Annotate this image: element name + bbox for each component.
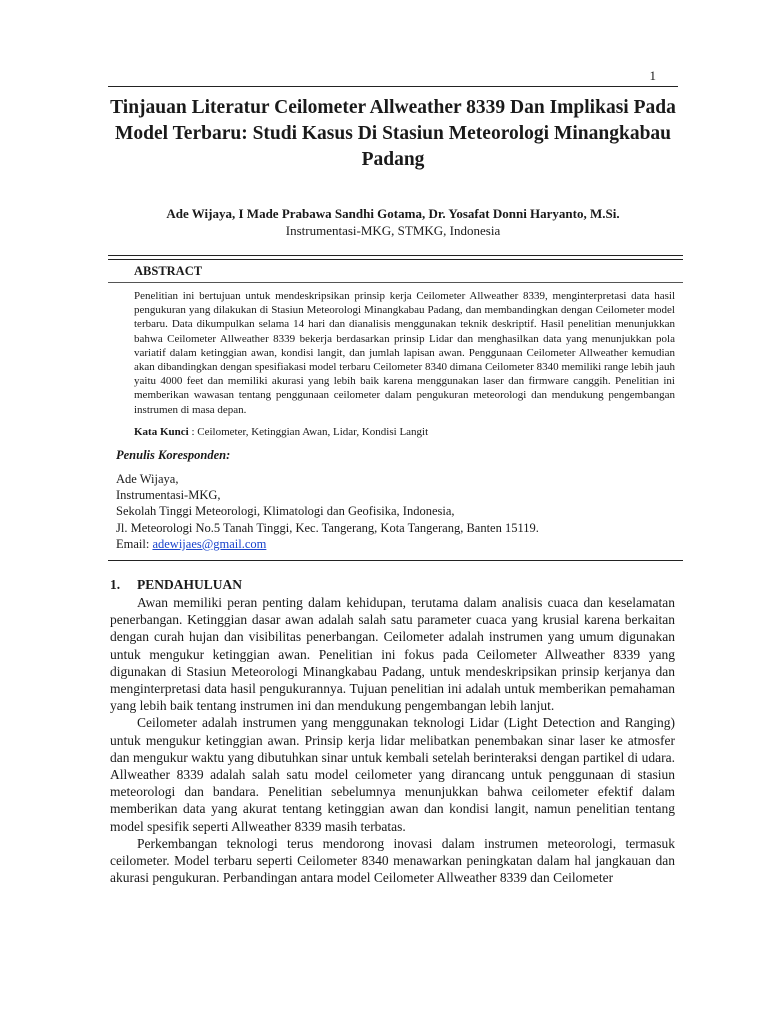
keywords-value: : Ceilometer, Ketinggian Awan, Lidar, Kondisi Langit [188,426,429,438]
author-affiliation: Instrumentasi-MKG, STMKG, Indonesia [285,223,501,238]
author-list: Ade Wijaya, I Made Prabawa Sandhi Gotama, Dr. Yosafat Donni Haryanto, M.Si. [166,206,620,221]
section-heading [110,577,242,593]
email-link[interactable]: adewijaes@gmail.com [152,536,267,551]
abstract-top-rule-double [108,259,683,260]
paper-title: Tinjauan Literatur Ceilometer Allweather 8339 Dan Implikasi Pada Model Terbaru: Studi Kasus Di Stasiun Meteorologi Minangkabau Padang [110,97,676,170]
section-divider-rule [108,560,683,561]
corresponding-author-heading: Penulis Koresponden: [116,448,231,462]
abstract-heading-rule [108,282,683,283]
abstract-top-rule [108,255,683,256]
corr-department: Instrumentasi-MKG, [116,488,221,503]
section-body [110,594,675,886]
paragraph: Awan memiliki peran penting dalam kehidupan, terutama dalam analisis cuaca dan keselamatan penerbangan. Ketinggian dasar awan adalah salah satu parameter cuaca yang krusial karena berkaitan dengan curah hujan dan visibilitas penerbangan. Ceilometer adalah instrumen yang umum digunakan untuk mengukur ketinggian awan. Penelitian ini fokus pada Ceilometer Allweather 8339 yang digunakan di Stasiun Meteorologi Minangkabau Padang, untuk mendeskripsikan prinsip kerjanya dan menginterpretasi data hasil pengukurannya. Tujuan penelitian ini adalah untuk memberikan pemahaman yang lebih baik tentang instrumen ini dan mendukung pengembangan lebih lanjut. [110,595,675,714]
email-label: Email: [116,536,153,551]
paragraph: Ceilometer adalah instrumen yang menggunakan teknologi Lidar (Light Detection and Ranging) untuk mengukur ketinggian awan. Prinsip kerja lidar melibatkan penembakan sinar laser ke atmosfer dan mengukur waktu yang dibutuhkan sinar untuk kembali setelah berinteraksi dengan partikel di udara. Allweather 8339 adalah salah satu model ceilometer yang dirancang untuk penggunaan di stasiun meteorologi dan bandara. Penelitian sebelumnya menunjukkan bahwa ceilometer efektif dalam memberikan data yang akurat tentang ketinggian awan dan kondisi langit, namun penelitian tentang model spesifik seperti Allweather 8339 masih terbatas. [110,715,675,834]
paragraph: Perkembangan teknologi terus mendorong inovasi dalam instrumen meteorologi, termasuk ceilometer. Model terbaru seperti Ceilometer 8340 menawarkan peningkatan dalam hal jangkauan dan akurasi pengukuran. Perbandingan antara model Ceilometer Allweather 8339 dan Ceilometer [110,835,675,886]
corr-email-line [116,536,539,552]
keywords-label: Kata Kunci [134,426,189,438]
abstract-heading: ABSTRACT [134,264,203,278]
keywords-line [134,426,428,438]
corresponding-author-block [116,471,539,552]
section-title: PENDAHULUAN [137,577,243,592]
header-rule [108,86,678,87]
abstract-text: Penelitian ini bertujuan untuk mendeskripsikan prinsip kerja Ceilometer Allweather 8339, menginterpretasi data hasil pengukuran yang dilakukan di Stasiun Meteorologi Minangkabau Padang, dan membandingkan dengan Ceilometer model terbaru. Data dikumpulkan selama 14 hari dan dianalisis menggunakan teknik deskriptif. Hasil penelitian menunjukkan bahwa Ceilometer Allweather 8339 bekerja berdasarkan prinsip Lidar dan menghasilkan data yang menunjukkan pola variatif dalam ketinggian awan, kondisi langit, dan jumlah lapisan awan. Penggunaan Ceilometer Allweather kemudian akan dibandingkan dengan spesifiakasi model terbaru Ceilometer 8340 dimana Ceilometer 8340 memiliki range lebih jauh yaitu 4000 feet dan memiliki akurasi yang lebih baik karena menggunakan laser dan firmware canggih. Penelitian ini memberikan wawasan tentang penggunaan ceilometer dalam pengukuran meteorologi dan mendukung pengembangan instrumen di masa depan. [134,290,675,416]
corr-name: Ade Wijaya, [116,472,179,486]
corr-institution: Sekolah Tinggi Meteorologi, Klimatologi dan Geofisika, Indonesia, [116,504,455,519]
page-number: 1 [649,68,656,83]
corr-address: Jl. Meteorologi No.5 Tanah Tinggi, Kec. Tangerang, Kota Tangerang, Banten 15119. [116,520,539,535]
section-number: 1. [110,577,121,592]
